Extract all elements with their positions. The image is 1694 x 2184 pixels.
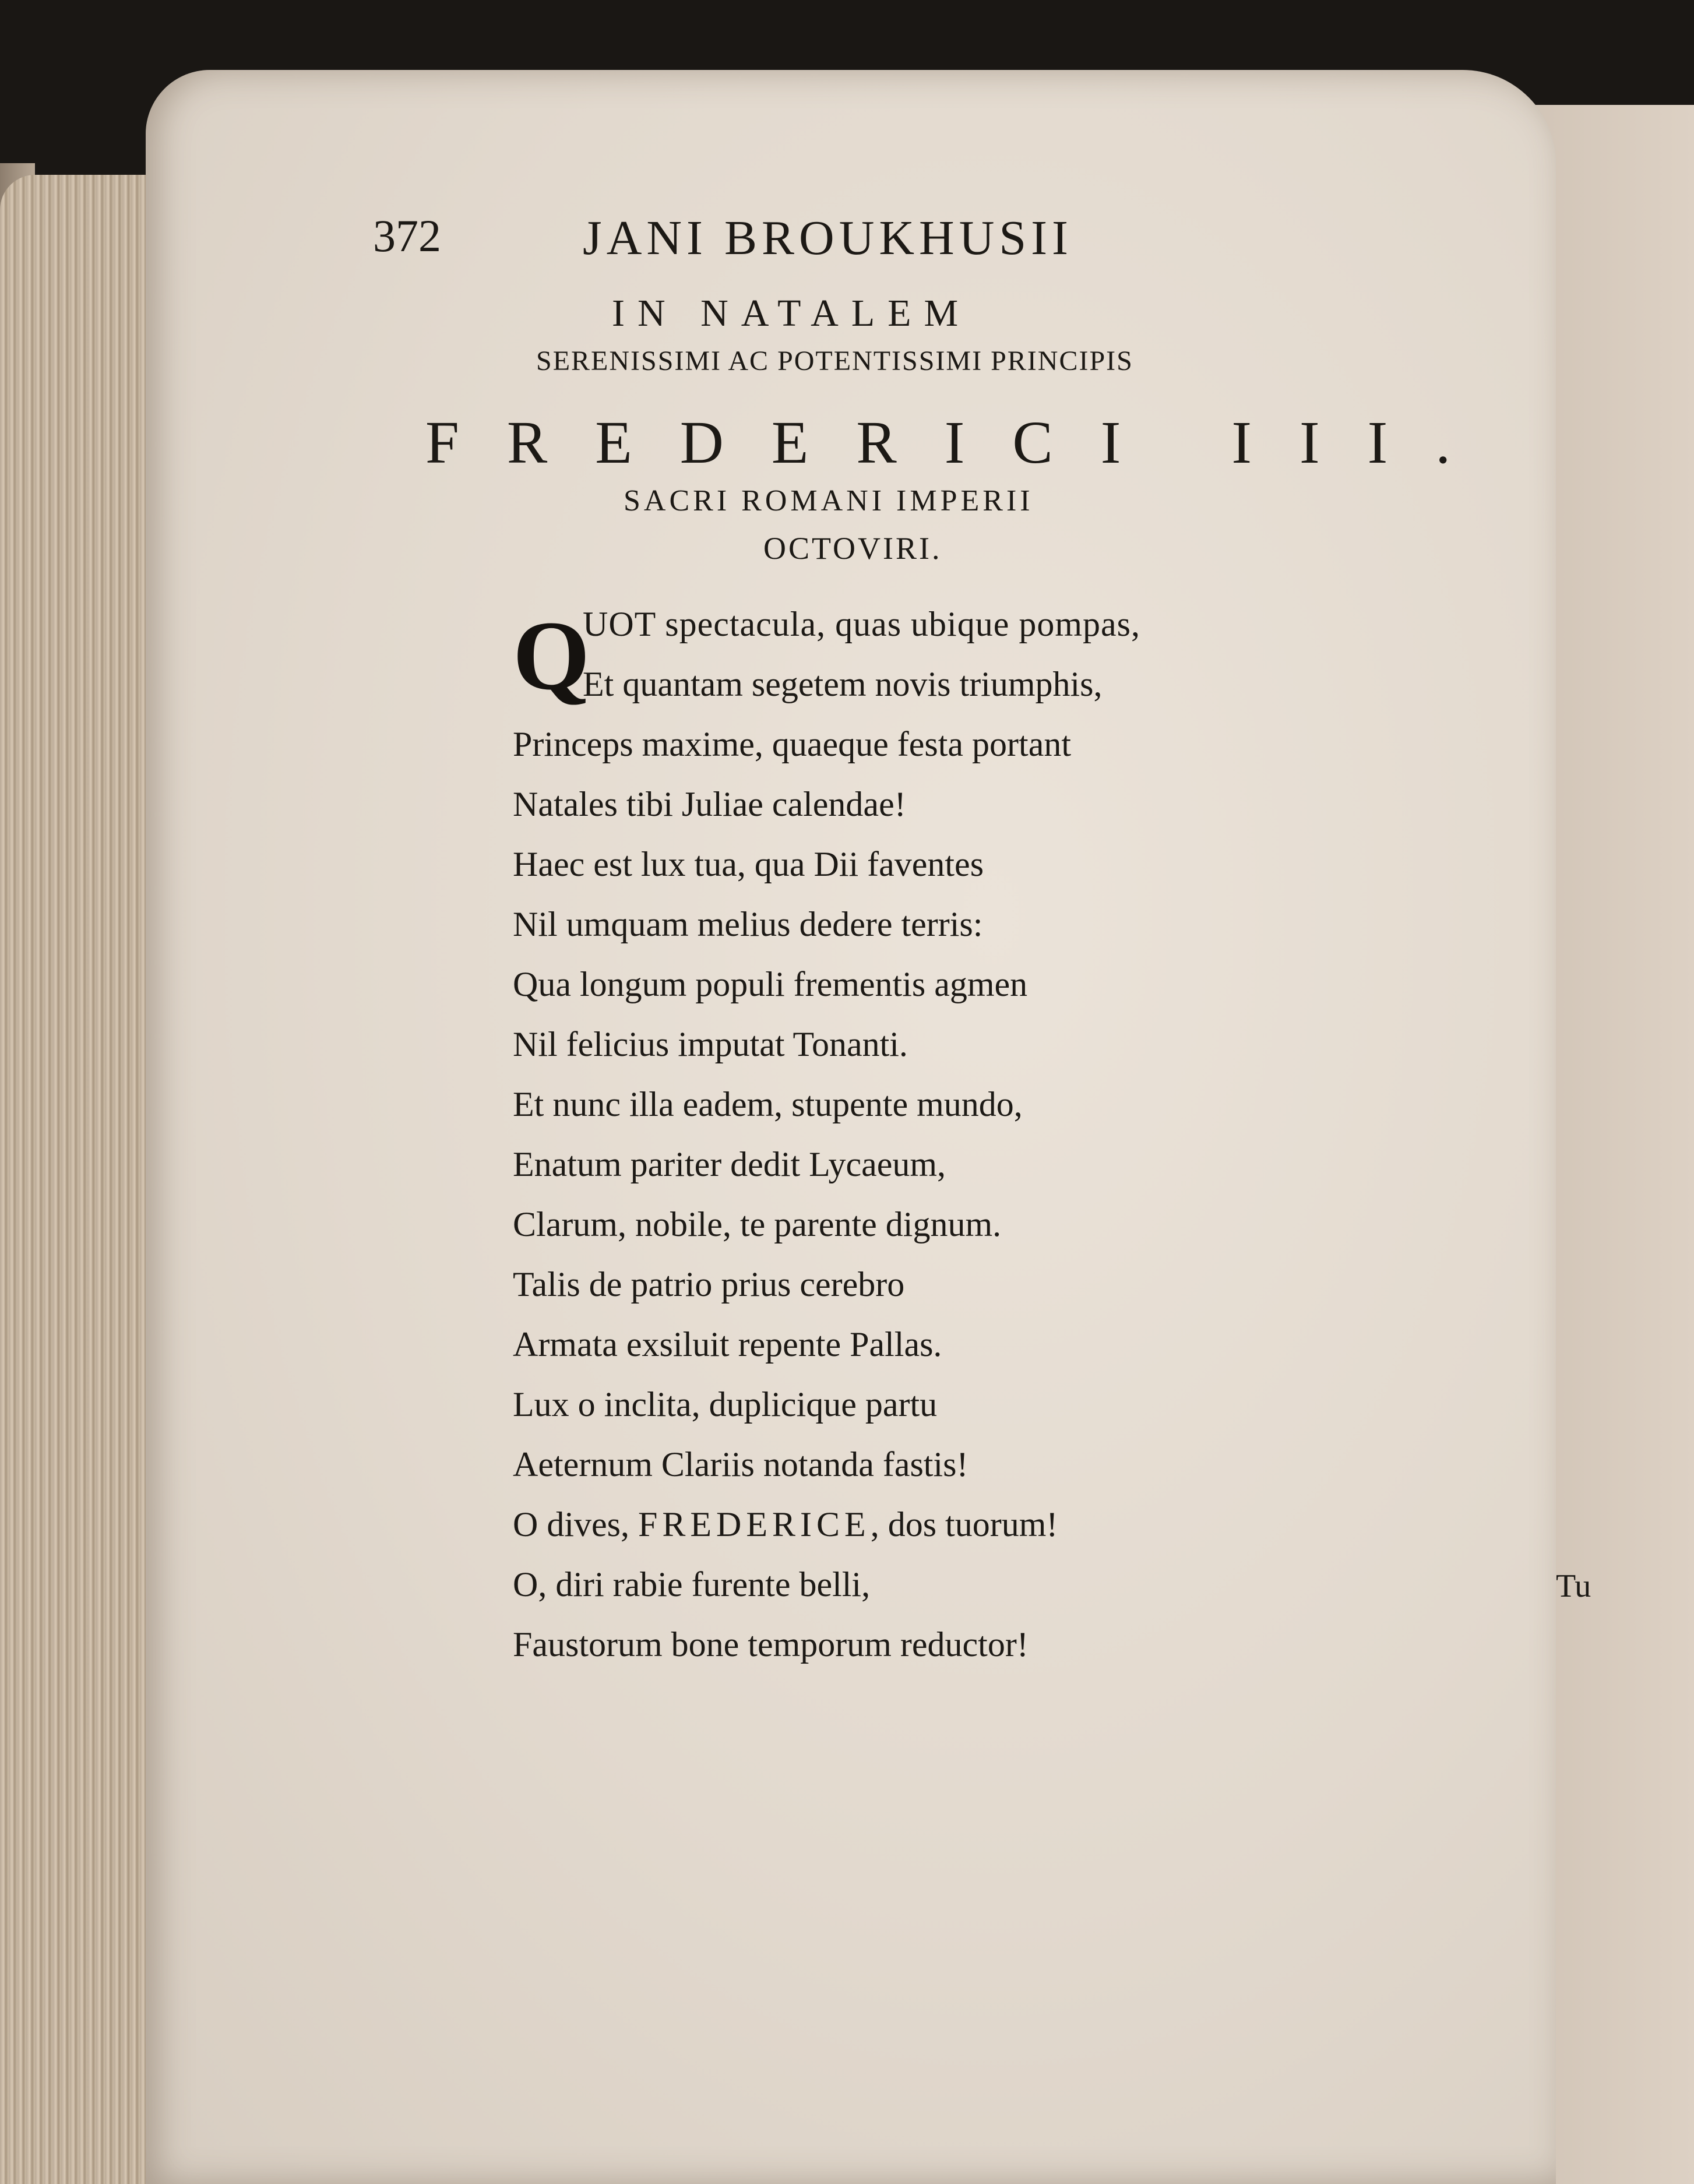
page-number: 372: [373, 210, 441, 261]
poem-line: Armata exsiluit repente Pallas.: [513, 1325, 942, 1364]
poem-line: Aeternum Clariis notanda fastis!: [513, 1445, 968, 1484]
poem-line: O, diri rabie furente belli,: [513, 1565, 871, 1604]
running-head: JANI BROUKHUSII: [583, 211, 1073, 265]
poem-line: Nil felicius imputat Tonanti.: [513, 1025, 908, 1063]
poem-text: O dives,: [513, 1505, 638, 1544]
poem-line: Nil umquam melius dedere terris:: [513, 905, 983, 943]
title-line-3: FREDERICI III.: [425, 409, 1499, 476]
poem-line: Enatum pariter dedit Lycaeum,: [513, 1145, 946, 1183]
poem-line: Princeps maxime, quaeque festa portant: [513, 725, 1072, 763]
title-line-1: IN NATALEM: [612, 292, 971, 334]
name-frederice: FREDERICE: [638, 1505, 871, 1544]
poem-line: Talis de patrio prius cerebro: [513, 1265, 905, 1304]
drop-cap: Q: [513, 601, 590, 710]
title-line-2: SERENISSIMI AC POTENTISSIMI PRINCIPIS: [536, 346, 1133, 376]
title-line-4: SACRI ROMANI IMPERII: [624, 484, 1034, 517]
poem-text: , dos tuorum!: [870, 1505, 1058, 1544]
poem-line: Lux o inclita, duplicique partu: [513, 1385, 938, 1424]
poem-line: Et quantam segetem novis triumphis,: [583, 665, 1103, 703]
title-line-5: OCTOVIRI.: [763, 531, 942, 566]
poem-line: Natales tibi Juliae calendae!: [513, 785, 906, 823]
poem-line: Clarum, nobile, te parente dignum.: [513, 1205, 1002, 1244]
poem-line: Qua longum populi frementis agmen: [513, 965, 1028, 1003]
poem-line: UOT spectacula, quas ubique pompas,: [583, 605, 1141, 643]
poem-line: Et nunc illa eadem, stupente mundo,: [513, 1085, 1023, 1123]
poem-line: Faustorum bone temporum reductor!: [513, 1625, 1029, 1664]
poem-line: Haec est lux tua, qua Dii faventes: [513, 845, 984, 883]
catchword: Tu: [1556, 1568, 1591, 1604]
poem-line: [513, 1495, 1445, 1555]
poem-body: [513, 594, 1445, 1675]
